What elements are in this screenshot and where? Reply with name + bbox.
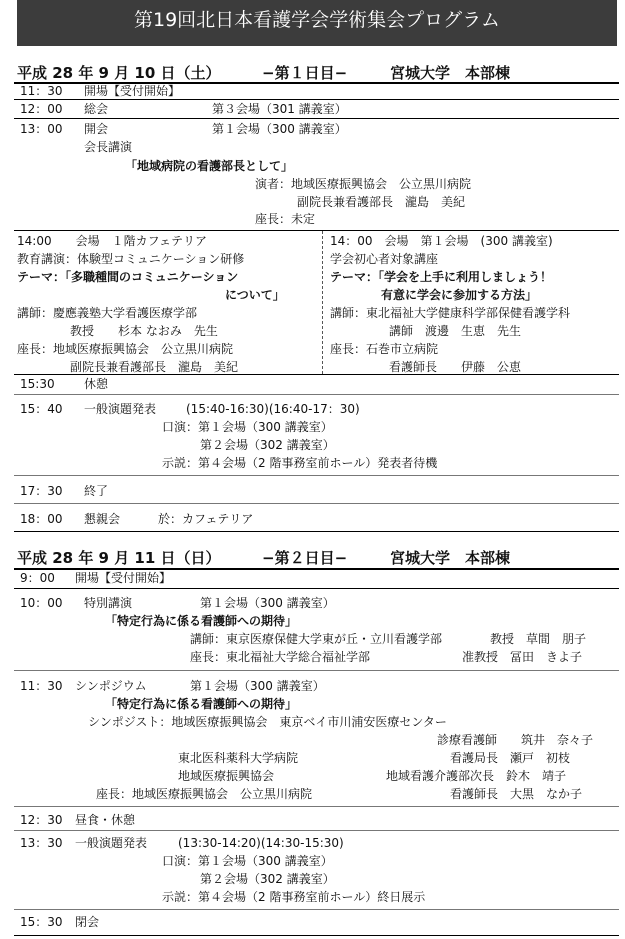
divider [14,935,619,936]
day2-r5-oral2: 第２会場（302 講義室） [200,872,335,886]
day1-right-chair1: 座長：石巻市立病院 [330,342,439,356]
day2-r2-place: 第１会場（300 講義室） [200,596,335,610]
day2-r3-time: 11：30 [20,679,63,693]
day1-r3-sub: 会長講演 [84,140,133,154]
day1-r8-name: 懇親会 [84,512,121,526]
day1-r2-time: 12：00 [20,102,63,116]
day1-left-lec1: 講師：慶應義塾大学看護医療学部 [17,306,198,320]
day1-r7-text: 終了 [84,484,109,498]
day2-r3-sym: シンポジスト：地域医療振興協会 東京ベイ市川浦安医療センター [88,715,447,729]
day2-r2-chair-title: 准教授 冨田 きよ子 [462,650,583,664]
day2-date: 平成 28 年 9 月 11 日（日） [17,549,221,567]
day2-r6-time: 15：30 [20,915,63,929]
divider [14,230,619,231]
day1-r5-text: 休憩 [84,377,109,391]
day1-left-lec2: 教授 杉本 なおみ 先生 [70,324,218,338]
day2-label: −第２日目− [262,549,348,567]
day2-r5-hours: (13:30-14:20)(14:30-15:30) [178,836,344,850]
day1-left-theme1: テーマ：「多職種間のコミュニケーション [17,270,239,284]
day2-r2-lec-org: 講師：東京医療保健大学東が丘・立川看護学部 [190,632,443,646]
day2-r3-p3-org: 地域医療振興協会 [178,769,275,783]
divider [14,830,619,831]
divider [14,118,619,119]
day1-r2-name: 総会 [84,102,109,116]
day2-r3-p2-org: 東北医科薬科大学病院 [178,751,299,765]
day1-right-theme1: テーマ：「学会を上手に利用しましょう！ [330,270,553,284]
divider [14,394,619,395]
day1-r8-time: 18：00 [20,512,63,526]
day1-left-head: 14:00 会場 １階カフェテリア [17,234,207,248]
day1-r3-place: 第１会場（300 講義室） [212,122,347,136]
day2-r2-time: 10：00 [20,596,63,610]
day2-r3-p2-title: 看護局長 瀬戸 初枝 [450,751,571,765]
day1-left-chair2: 副院長兼看護部長 瀧島 美紀 [70,360,239,374]
day2-r2-name: 特別講演 [84,596,133,610]
day2-r1-text: 開場【受付開始】 [75,571,172,585]
day2-r5-oral1: 口演：第１会場（300 講義室） [162,854,333,868]
day2-r4-text: 昼食・休憩 [75,813,136,827]
day2-r3-chair-org: 座長：地域医療振興協会 公立黒川病院 [96,787,313,801]
day1-right-lec1: 講師：東北福祉大学健康科学部保健看護学科 [330,306,571,320]
day2-r3-place: 第１会場（300 講義室） [190,679,325,693]
day1-r5-time: 15:30 [20,377,55,391]
day1-r3-chair: 座長：未定 [255,212,316,226]
day1-label: −第１日目− [262,64,348,82]
divider [14,475,619,476]
day1-left-theme2: について」 [225,288,285,302]
day1-r6-name: 一般演題発表 [84,402,157,416]
page-title: 第19回北日本看護学会学術集会プログラム [134,9,500,31]
column-divider [322,231,323,374]
day1-r3-time: 13：00 [20,122,63,136]
day2-r3-p3-title: 地域看護介護部次長 鈴木 靖子 [386,769,567,783]
day1-r3-name: 開会 [84,122,109,136]
day1-r6-oral2: 第２会場（302 講義室） [200,438,335,452]
day1-right-head: 14：00 会場 第１会場 (300 講義室) [330,234,553,248]
divider [14,670,619,671]
divider [14,909,619,910]
day1-right-chair2: 看護師長 伊藤 公恵 [389,360,522,374]
day1-r3-speaker1: 演者：地域医療振興協会 公立黒川病院 [255,177,472,191]
day1-r6-hours: (15:40-16:30)(16:40-17：30) [186,402,360,416]
day1-r2-place: 第３会場（301 講義室） [212,102,347,116]
title-banner [17,0,617,46]
day2-r6-text: 閉会 [75,915,100,929]
day2-r3-lecture: 「特定行為に係る看護師への期待」 [105,697,298,711]
day1-r6-time: 15：40 [20,402,63,416]
day1-venue: 宮城大学 本部棟 [390,64,511,82]
day2-r5-name: 一般演題発表 [75,836,148,850]
day2-r5-time: 13：30 [20,836,63,850]
divider [14,374,619,375]
divider [14,588,619,589]
day1-r8-place: 於：カフェテリア [158,512,254,526]
day1-r7-time: 17：30 [20,484,63,498]
day1-right-lec2: 講師 渡邊 生恵 先生 [389,324,522,338]
day1-right-kind: 学会初心者対象講座 [330,252,439,266]
day2-r2-chair-org: 座長：東北福祉大学総合福祉学部 [190,650,371,664]
day2-r5-poster: 示説：第４会場（2 階事務室前ホール）終日展示 [162,890,426,904]
day2-r2-lec-title: 教授 草間 朋子 [490,632,587,646]
divider [14,531,619,532]
day2-r3-chair-title: 看護師長 大黒 なか子 [450,787,583,801]
day2-r2-lecture: 「特定行為に係る看護師への期待」 [105,614,298,628]
day1-r3-lecture: 「地域病院の看護部長として」 [125,159,294,173]
day1-r6-poster: 示説：第４会場（2 階事務室前ホール）発表者待機 [162,456,438,470]
day1-r3-speaker2: 副院長兼看護部長 瀧島 美紀 [297,195,466,209]
day2-header-rule [14,568,619,570]
day2-r3-p1-title: 診療看護師 筑井 奈々子 [437,733,594,747]
day1-date: 平成 28 年 9 月 10 日（土） [17,64,221,82]
divider [14,503,619,504]
day2-venue: 宮城大学 本部棟 [390,549,511,567]
day1-r1-time: 11：30 [20,84,63,98]
divider [14,806,619,807]
day1-right-theme2: 有意に学会に参加する方法」 [381,288,538,302]
day2-r4-time: 12：30 [20,813,63,827]
day2-r3-name: シンポジウム [75,679,147,693]
day1-r1-text: 開場【受付開始】 [84,84,181,98]
day1-left-kind: 教育講演：体験型コミュニケーション研修 [17,252,245,266]
day1-left-chair1: 座長：地域医療振興協会 公立黒川病院 [17,342,234,356]
divider [14,99,619,100]
day1-r6-oral1: 口演：第１会場（300 講義室） [162,420,333,434]
day2-r1-time: 9：00 [20,571,55,585]
